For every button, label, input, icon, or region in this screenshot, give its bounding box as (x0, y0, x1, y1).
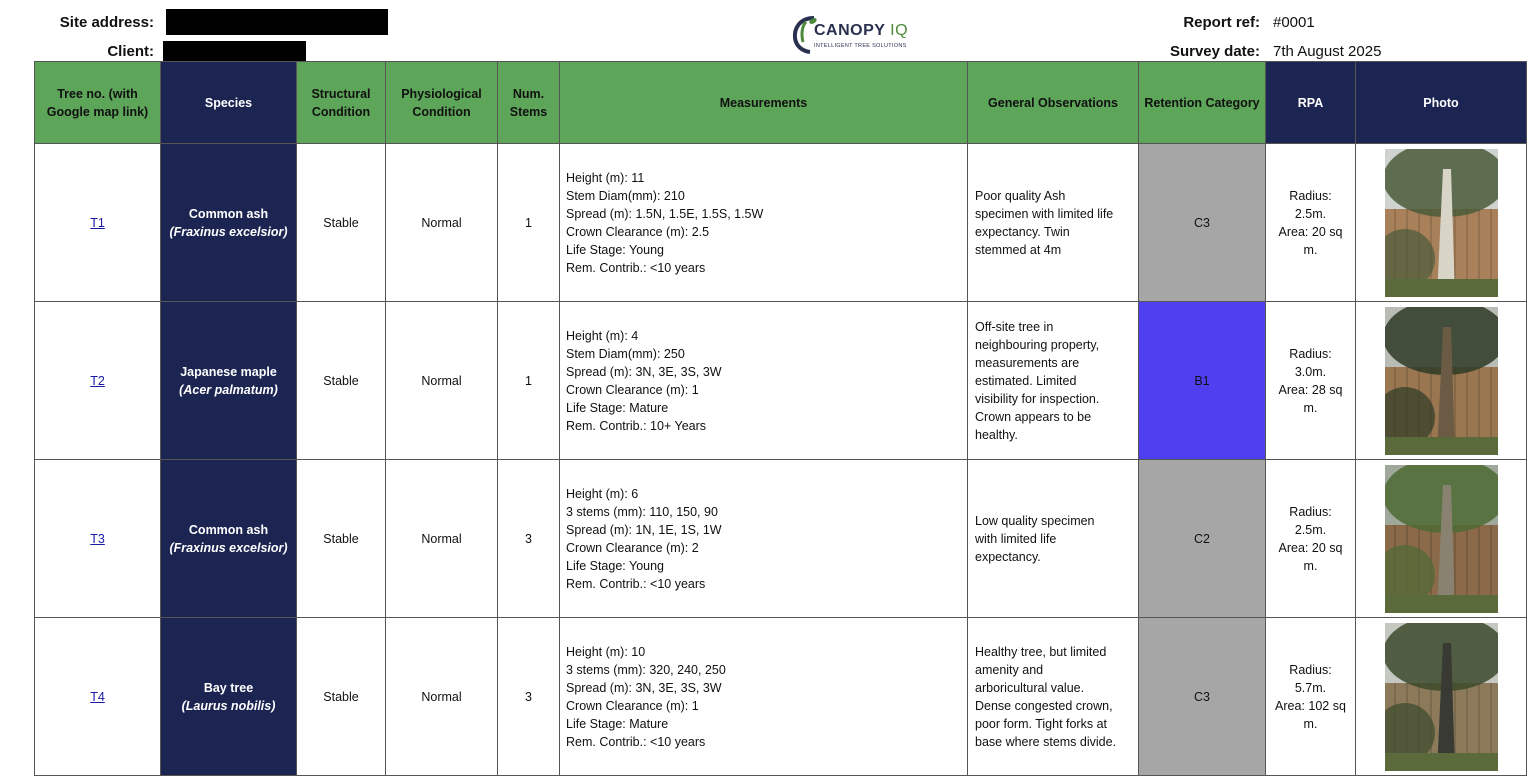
col-rpa: RPA (1266, 62, 1356, 144)
retention-cell: C2 (1139, 460, 1266, 618)
col-structural: Structural Condition (297, 62, 386, 144)
col-measurements: Measurements (560, 62, 968, 144)
species-common: Common ash (188, 206, 269, 221)
measurement-line: Spread (m): 3N, 3E, 3S, 3W (566, 680, 722, 695)
measurement-line: Rem. Contrib.: <10 years (566, 576, 706, 591)
structural-cell: Stable (297, 460, 386, 618)
observation-line: estimated. Limited (975, 373, 1077, 388)
tree-photo-icon[interactable] (1385, 465, 1498, 613)
report-ref-label: Report ref: (1183, 14, 1260, 31)
species-cell (161, 144, 297, 302)
photo-cell (1356, 302, 1527, 460)
retention-cell: B1 (1139, 302, 1266, 460)
observation-line: measurements are (975, 355, 1080, 370)
physiological-cell: Normal (386, 144, 498, 302)
rpa-line: Area: 28 sq (1278, 382, 1343, 397)
rpa-line: m. (1303, 558, 1318, 573)
measurement-line: 3 stems (mm): 320, 240, 250 (566, 662, 726, 677)
structural-cell: Stable (297, 144, 386, 302)
rpa-line: Area: 102 sq (1275, 698, 1346, 713)
measurement-line: Stem Diam(mm): 250 (566, 346, 685, 361)
rpa-cell (1266, 460, 1356, 618)
observation-line: stemmed at 4m (975, 242, 1062, 257)
rpa-line: 2.5m. (1294, 522, 1327, 537)
num-stems-cell: 3 (498, 618, 560, 776)
physiological-cell: Normal (386, 618, 498, 776)
rpa-line: 3.0m. (1294, 364, 1327, 379)
observation-line: healthy. (975, 427, 1018, 442)
measurements-cell (560, 618, 968, 776)
species-common: Japanese maple (180, 364, 277, 379)
species-latin: (Fraxinus excelsior) (169, 224, 288, 239)
tree-map-link[interactable]: T2 (90, 373, 105, 388)
species-latin: (Acer palmatum) (179, 382, 278, 397)
measurement-line: Crown Clearance (m): 1 (566, 382, 699, 397)
col-observations: General Observations (968, 62, 1139, 144)
logo-brand: CANOPY (814, 22, 886, 39)
observation-line: Healthy tree, but limited (975, 644, 1107, 659)
species-cell (161, 460, 297, 618)
rpa-cell (1266, 618, 1356, 776)
photo-cell (1356, 460, 1527, 618)
rpa-line: Area: 20 sq (1278, 540, 1343, 555)
retention-cell: C3 (1139, 144, 1266, 302)
table-header-row (35, 62, 1527, 144)
client-redacted (163, 41, 306, 61)
measurement-line: Height (m): 6 (566, 486, 639, 501)
tree-photo-icon[interactable] (1385, 307, 1498, 455)
observations-cell (968, 302, 1139, 460)
measurement-line: 3 stems (mm): 110, 150, 90 (566, 504, 718, 519)
survey-date-value: 7th August 2025 (1273, 43, 1382, 60)
structural-cell: Stable (297, 302, 386, 460)
measurements-cell (560, 460, 968, 618)
observation-line: Low quality specimen (975, 513, 1095, 528)
photo-cell (1356, 144, 1527, 302)
measurement-line: Spread (m): 3N, 3E, 3S, 3W (566, 364, 722, 379)
tree-photo-icon[interactable] (1385, 623, 1498, 771)
observation-line: visibility for inspection. (975, 391, 1100, 406)
observations-cell (968, 460, 1139, 618)
retention-cell: C3 (1139, 618, 1266, 776)
observation-line: Poor quality Ash (975, 188, 1066, 203)
site-address-label: Site address: (59, 14, 154, 31)
measurements-cell (560, 302, 968, 460)
table-row (35, 302, 1527, 460)
canopy-iq-logo (788, 8, 910, 60)
measurement-line: Rem. Contrib.: 10+ Years (566, 418, 707, 433)
observations-cell (968, 618, 1139, 776)
measurement-line: Life Stage: Mature (566, 400, 669, 415)
measurement-line: Spread (m): 1N, 1E, 1S, 1W (566, 522, 722, 537)
observation-line: amenity and (975, 662, 1044, 677)
site-address-redacted (166, 9, 388, 35)
species-common: Common ash (188, 522, 269, 537)
rpa-line: m. (1303, 400, 1318, 415)
structural-cell: Stable (297, 618, 386, 776)
rpa-line: m. (1303, 242, 1318, 257)
rpa-cell (1266, 144, 1356, 302)
client-label: Client: (107, 43, 154, 60)
tree-photo-icon[interactable] (1385, 149, 1498, 297)
col-physiological: Physiological Condition (386, 62, 498, 144)
rpa-line: m. (1303, 716, 1318, 731)
num-stems-cell: 1 (498, 144, 560, 302)
table-row (35, 144, 1527, 302)
species-latin: (Fraxinus excelsior) (169, 540, 288, 555)
measurement-line: Height (m): 4 (566, 328, 639, 343)
col-num-stems: Num. Stems (498, 62, 560, 144)
tree-map-link[interactable]: T1 (90, 215, 105, 230)
col-species: Species (161, 62, 297, 144)
measurement-line: Life Stage: Young (566, 242, 665, 257)
observation-line: Dense congested crown, (975, 698, 1113, 713)
tree-no-cell (35, 460, 161, 618)
tree-no-cell (35, 302, 161, 460)
num-stems-cell: 3 (498, 460, 560, 618)
rpa-line: 5.7m. (1294, 680, 1327, 695)
photo-cell (1356, 618, 1527, 776)
species-latin: (Laurus nobilis) (181, 698, 276, 713)
tree-survey-table (34, 61, 1527, 776)
tree-map-link[interactable]: T3 (90, 531, 105, 546)
tree-no-cell (35, 144, 161, 302)
measurement-line: Life Stage: Mature (566, 716, 669, 731)
measurement-line: Life Stage: Young (566, 558, 665, 573)
observation-line: expectancy. (975, 549, 1041, 564)
rpa-line: Area: 20 sq (1278, 224, 1343, 239)
num-stems-cell: 1 (498, 302, 560, 460)
measurement-line: Height (m): 11 (566, 170, 645, 185)
logo-tagline: INTELLIGENT TREE SOLUTIONS (814, 43, 907, 49)
rpa-line: Radius: (1289, 346, 1332, 361)
observation-line: specimen with limited life (975, 206, 1114, 221)
col-tree-no: Tree no. (with Google map link) (35, 62, 161, 144)
observation-line: arboricultural value. (975, 680, 1085, 695)
observation-line: expectancy. Twin (975, 224, 1070, 239)
observation-line: neighbouring property, (975, 337, 1100, 352)
measurement-line: Height (m): 10 (566, 644, 646, 659)
tree-no-cell (35, 618, 161, 776)
measurement-line: Crown Clearance (m): 2 (566, 540, 699, 555)
rpa-line: Radius: (1289, 188, 1332, 203)
observation-line: poor form. Tight forks at (975, 716, 1107, 731)
measurement-line: Rem. Contrib.: <10 years (566, 734, 706, 749)
species-common: Bay tree (203, 680, 254, 695)
observation-line: Crown appears to be (975, 409, 1092, 424)
rpa-line: Radius: (1289, 504, 1332, 519)
measurement-line: Crown Clearance (m): 2.5 (566, 224, 710, 239)
measurements-cell (560, 144, 968, 302)
table-row (35, 460, 1527, 618)
observations-cell (968, 144, 1139, 302)
measurement-line: Rem. Contrib.: <10 years (566, 260, 706, 275)
tree-map-link[interactable]: T4 (90, 689, 105, 704)
rpa-line: Radius: (1289, 662, 1332, 677)
observation-line: Off-site tree in (975, 319, 1054, 334)
species-cell (161, 618, 297, 776)
physiological-cell: Normal (386, 460, 498, 618)
report-ref-value: #0001 (1273, 14, 1315, 31)
species-cell (161, 302, 297, 460)
rpa-line: 2.5m. (1294, 206, 1327, 221)
rpa-cell (1266, 302, 1356, 460)
observation-line: base where stems divide. (975, 734, 1117, 749)
col-photo: Photo (1356, 62, 1527, 144)
logo-accent: IQ (890, 22, 909, 39)
measurement-line: Stem Diam(mm): 210 (566, 188, 685, 203)
physiological-cell: Normal (386, 302, 498, 460)
measurement-line: Crown Clearance (m): 1 (566, 698, 699, 713)
col-retention: Retention Category (1139, 62, 1266, 144)
measurement-line: Spread (m): 1.5N, 1.5E, 1.5S, 1.5W (566, 206, 764, 221)
survey-date-label: Survey date: (1169, 43, 1260, 60)
observation-line: with limited life (975, 531, 1057, 546)
table-row (35, 618, 1527, 776)
